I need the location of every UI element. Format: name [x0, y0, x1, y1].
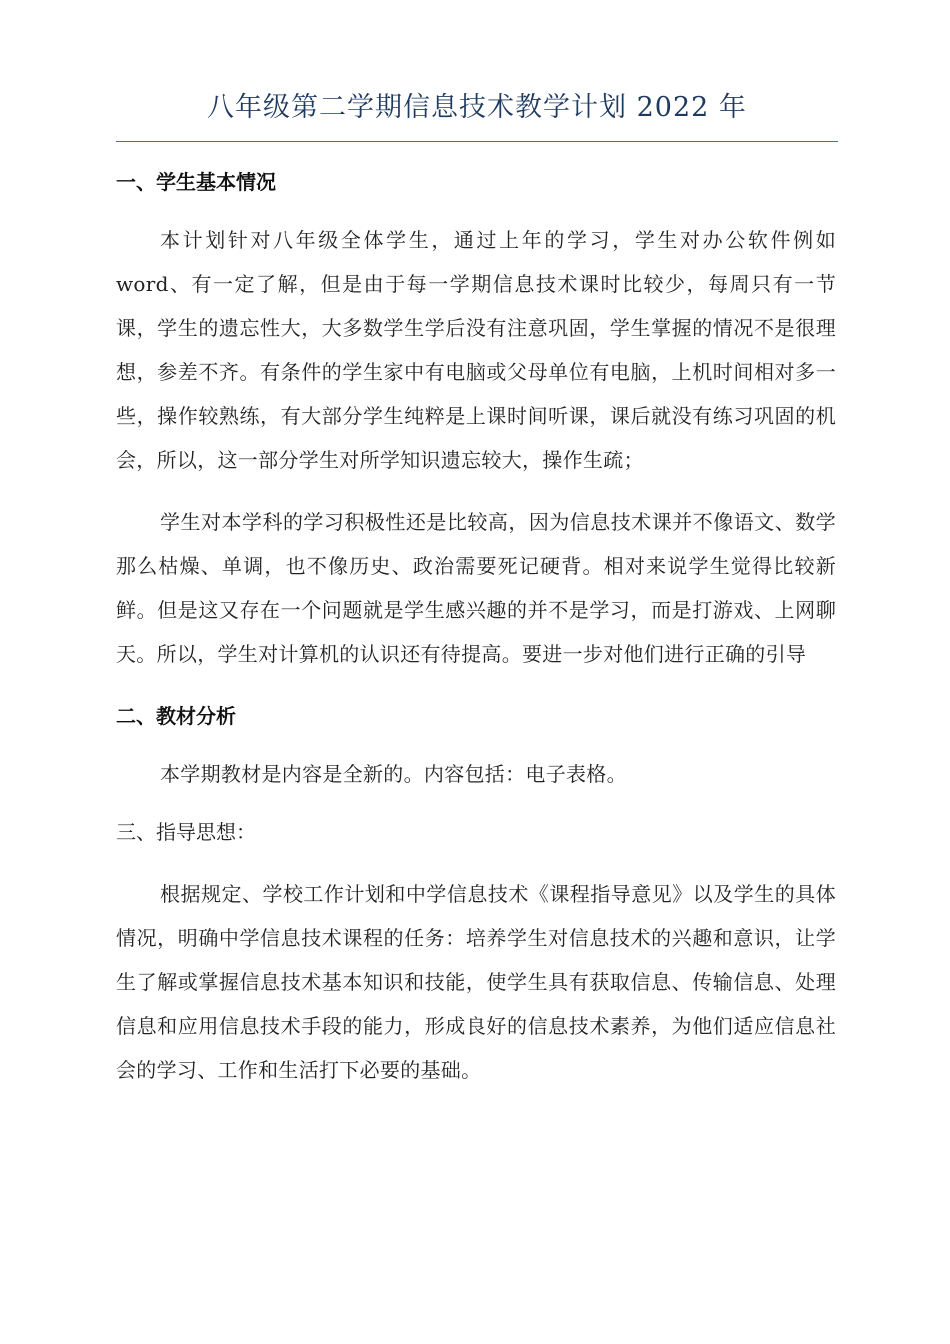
section-heading-textbook-analysis: 二、教材分析	[116, 704, 236, 728]
paragraph-guiding-ideology: 根据规定、学校工作计划和中学信息技术《课程指导意见》以及学生的具体情况，明确中学信息技术课程的任务：培养学生对信息技术的兴趣和意识，让学生了解或掌握信息技术基本知识和技能，使学生具有获取信息、传输信息、处理信息和应用信息技术手段的能力，形成良好的信息技术素养，为他们适应信息社会的学习、工作和生活打下必要的基础。	[116, 882, 836, 1082]
document-title: 八年级第二学期信息技术教学计划 2022 年	[207, 92, 747, 123]
paragraph-student-situation-1: 本计划针对八年级全体学生，通过上年的学习，学生对办公软件例如word、有一定了解，但是由于每一学期信息技术课时比较少，每周只有一节课，学生的遗忘性大，大多数学生学后没有注意巩固，学生掌握的情况不是很理想，参差不齐。有条件的学生家中有电脑或父母单位有电脑，上机时间相对多一些，操作较熟练，有大部分学生纯粹是上课时间听课，课后就没有练习巩固的机会，所以，这一部分学生对所学知识遗忘较大，操作生疏；	[116, 228, 836, 472]
section-heading-student-situation: 一、学生基本情况	[116, 170, 276, 194]
paragraph-textbook-analysis: 本学期教材是内容是全新的。内容包括：电子表格。	[160, 762, 627, 786]
document-body	[116, 160, 836, 1092]
section-heading-guiding-ideology: 三、指导思想：	[116, 820, 256, 844]
title-divider	[116, 141, 838, 142]
paragraph-student-situation-2: 学生对本学科的学习积极性还是比较高，因为信息技术课并不像语文、数学那么枯燥、单调，也不像历史、政治需要死记硬背。相对来说学生觉得比较新鲜。但是这又存在一个问题就是学生感兴趣的并不是学习，而是打游戏、上网聊天。所以，学生对计算机的认识还有待提高。要进一步对他们进行正确的引导	[116, 510, 836, 666]
